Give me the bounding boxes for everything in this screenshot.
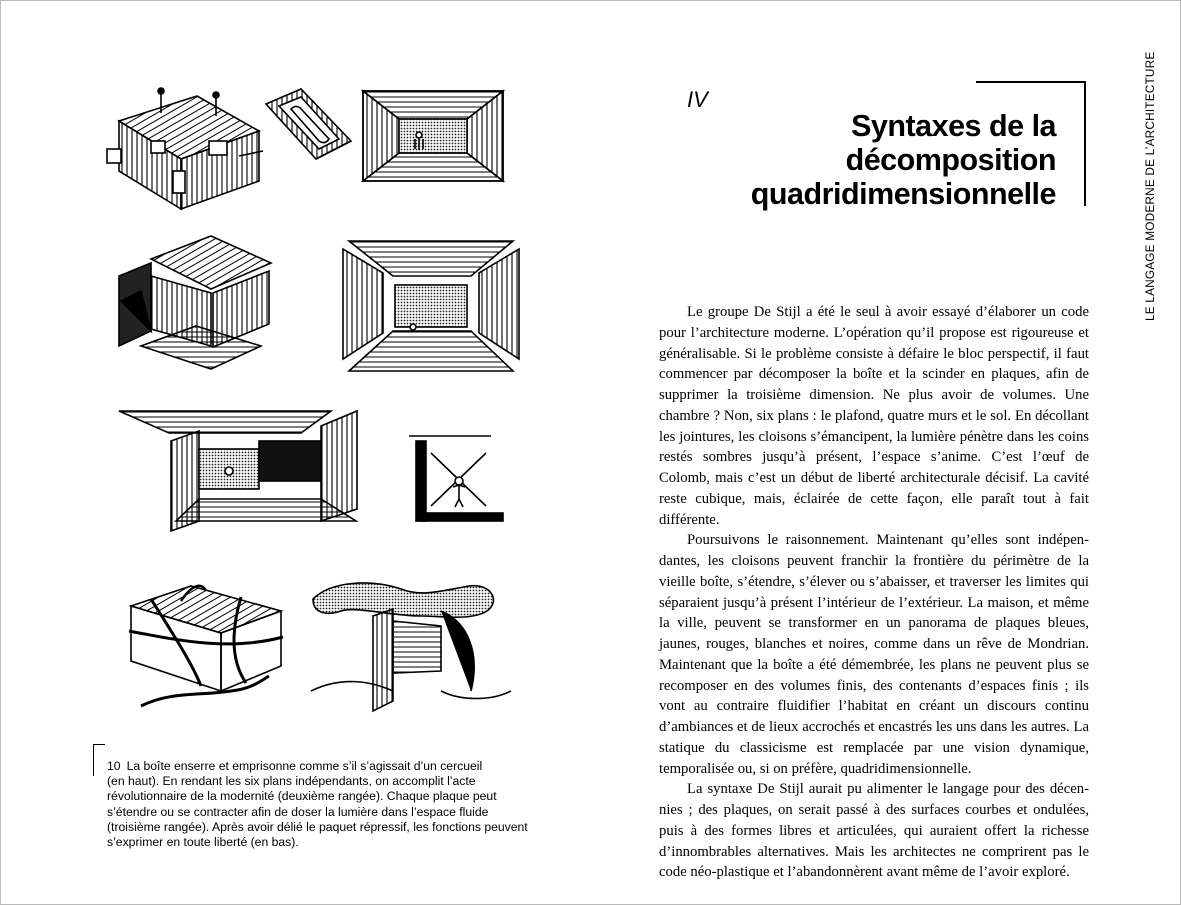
- box-interior-with-figure: [363, 91, 503, 181]
- caption-line: s’exprimer en toute liberté (en bas).: [107, 835, 299, 850]
- illustration-plate: [1, 1, 561, 731]
- exploded-box-planes: [119, 236, 271, 369]
- caption-line-text: La boîte enserre et emprisonne comme s’il s’agissait d’un cercueil: [126, 759, 483, 773]
- title-corner-rule-horizontal: [976, 81, 1086, 83]
- paragraph: Poursuivons le raisonnement. Maintenant qu’elles sont indépendantes, les cloisons peuvent franchir la frontière du périmètre de la vieille boîte, s’étendre, s’élever ou s’abaisser, et traverser les limites qui séparaient jusqu’à présent l’intérieur de l’extérieur. La maison, et même la ville, peuvent se transformer en un panorama de plaques bleues, jaunes, rouges, blanches et noires, comme dans un rêve de Mondrian. Maintenant que la boîte a été démembrée, les plans ne peuvent plus se recomposer en des volumes finis, des contenants d’espaces finis ; ils vont au contraire fluidifier l’habitat en créant un discours continu d’ambiances et de lieux accrochés et encastrés les uns dans les autres. La statique du classicisme est remplacée par une vision dynamique, temporalisée ou, si on préfère, quadridimensionnelle.: [659, 532, 1089, 777]
- caption-rule-tick: [93, 744, 105, 745]
- caption-line: (troisième rangée). Après avoir délié le paquet répressif, les fonctions peuvent: [107, 819, 528, 834]
- title-corner-rule-vertical: [1084, 81, 1086, 206]
- closed-box-with-locks: [107, 88, 263, 209]
- paragraph: La syntaxe De Stijl aurait pu alimenter le langage pour des décennies ; des plaques, on serait passé à des surfaces courbes et ondulées, puis à des formes libres et articulées, qui auraient offert la richesse d’innombrables alternatives. Mais les architectes ne comprirent pas le code néo-plastique et l’abandonnèrent avant même de l’avoir exploré.: [659, 781, 1089, 881]
- free-form-space: [311, 583, 511, 711]
- running-head-text: LE LANGAGE MODERNE DE L’ARCHITECTURE: [1143, 51, 1157, 321]
- figure-number: 10: [107, 759, 121, 773]
- figure-caption: [107, 759, 547, 850]
- caption-rule: [93, 744, 94, 776]
- paragraph: Le groupe De Stijl a été le seul à avoir essayé d’élaborer un code pour l’architecture moderne. L’opération qu’il propose est rigoureuse et généralisable. Si le problème consiste à défaire le bloc perspectif, il faut commencer par décomposer la boîte et la scinder en plaques, afin de supprimer la troisième dimension. Ne plus avoir de volumes. Une chambre ? Non, six plans : le plafond, quatre murs et le sol. En décollant les jointures, les cloisons s’émancipent, la lumière pénètre dans les coins restés sombres jusqu’à présent, l’espace s’anime. C’est l’œuf de Colomb, mais c’est un début de liberté architecturale décisif. La cavité reste cubique, mais, éclairée de cette façon, elle paraît tout à fait différente.: [659, 304, 1089, 528]
- caption-line: s’étendre ou se contracter afin de doser la lumière dans l’espace fluide: [107, 804, 489, 819]
- chapter-title-line: décomposition: [845, 143, 1056, 177]
- coffin-box: [266, 89, 351, 159]
- chapter-number: IV: [687, 87, 708, 112]
- tied-package: [129, 586, 283, 706]
- chapter-title-line: quadridimensionnelle: [750, 177, 1056, 211]
- extended-planes-room: [119, 411, 357, 531]
- running-head: [1129, 51, 1157, 323]
- light-arrows-room: [409, 436, 503, 521]
- chapter-title: [656, 109, 1056, 211]
- caption-line: (en haut). En rendant les six plans indépendants, on accomplit l’acte: [107, 774, 476, 789]
- caption-line: révolutionnaire de la modernité (deuxième rangée). Chaque plaque peut: [107, 789, 497, 804]
- chapter-title-line: Syntaxes de la: [851, 109, 1056, 143]
- body-text: [659, 302, 1089, 883]
- separated-planes-room: [343, 241, 519, 371]
- caption-line: [107, 759, 547, 774]
